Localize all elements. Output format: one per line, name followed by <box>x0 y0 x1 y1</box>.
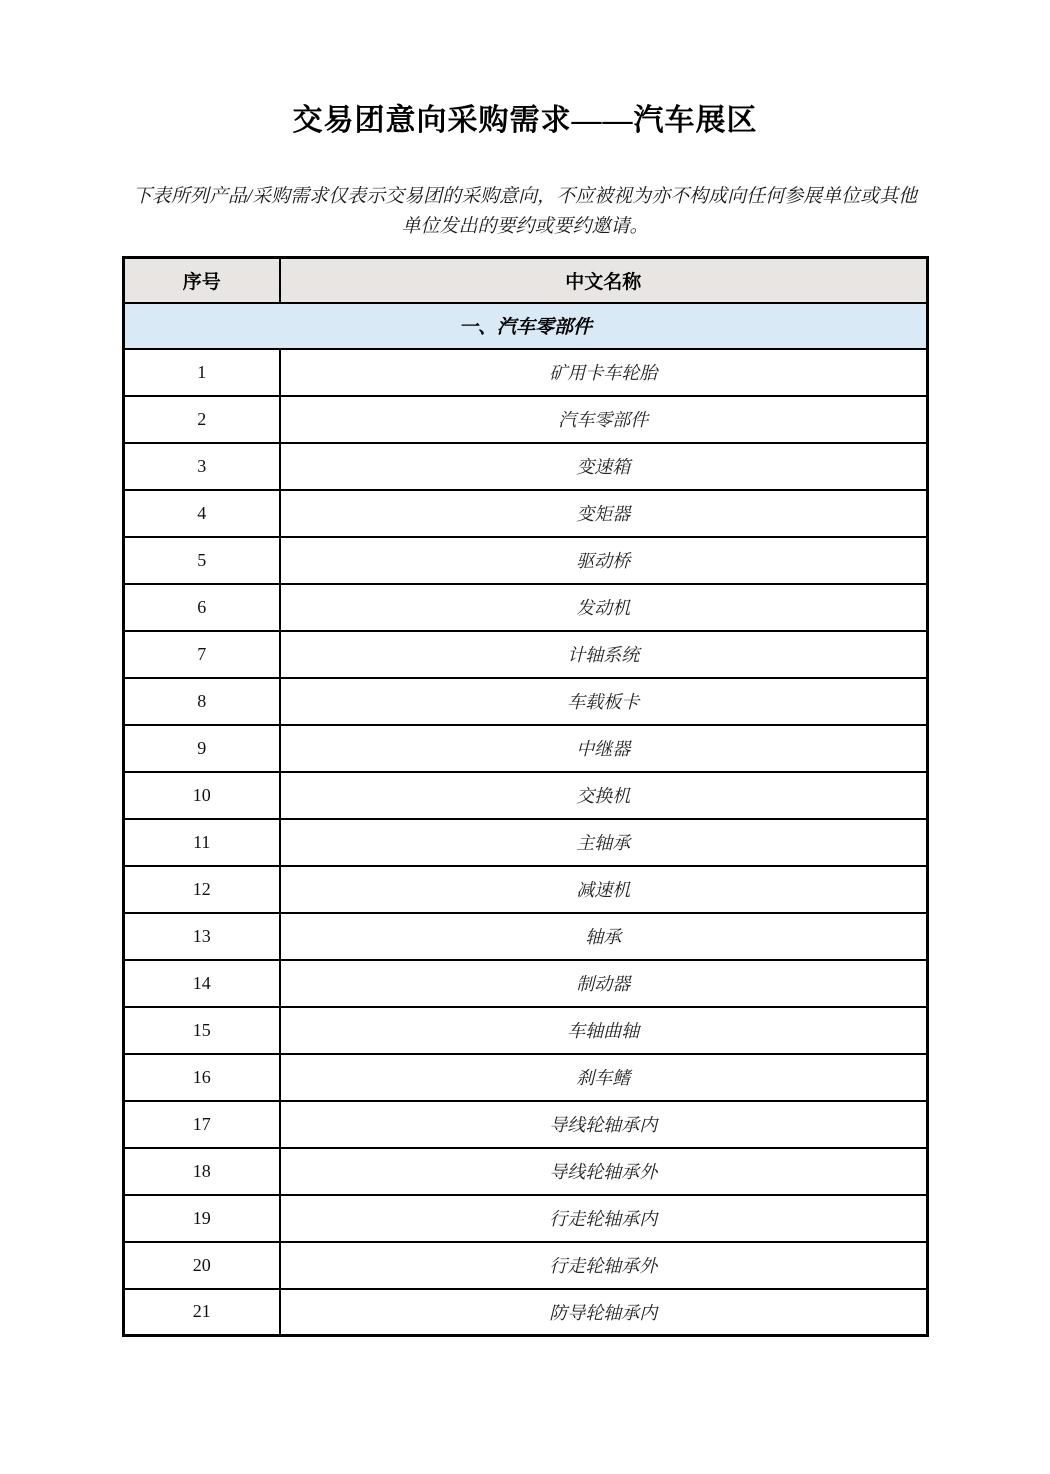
row-chinese-name: 刹车鳍 <box>280 1054 928 1101</box>
row-chinese-name: 汽车零部件 <box>280 396 928 443</box>
table-row <box>124 1054 928 1101</box>
row-number: 18 <box>124 1148 280 1195</box>
disclaimer-paragraph <box>95 182 955 242</box>
row-number: 4 <box>124 490 280 537</box>
row-number: 21 <box>124 1289 280 1336</box>
table-row <box>124 1242 928 1289</box>
row-chinese-name: 车载板卡 <box>280 678 928 725</box>
row-chinese-name: 发动机 <box>280 584 928 631</box>
row-chinese-name: 变矩器 <box>280 490 928 537</box>
table-row <box>124 443 928 490</box>
row-number: 16 <box>124 1054 280 1101</box>
procurement-table <box>122 256 929 1337</box>
table-row <box>124 1148 928 1195</box>
table-row <box>124 819 928 866</box>
table-row <box>124 1289 928 1336</box>
section-header: 一、汽车零部件 <box>124 303 928 349</box>
table-body <box>124 349 928 1336</box>
table-row <box>124 960 928 1007</box>
row-number: 13 <box>124 913 280 960</box>
row-number: 2 <box>124 396 280 443</box>
section-header-row <box>124 303 928 349</box>
row-number: 17 <box>124 1101 280 1148</box>
table-header-row <box>124 258 928 303</box>
table-row <box>124 1007 928 1054</box>
row-number: 8 <box>124 678 280 725</box>
row-number: 12 <box>124 866 280 913</box>
row-chinese-name: 轴承 <box>280 913 928 960</box>
table-row <box>124 772 928 819</box>
col-header-number: 序号 <box>124 258 280 303</box>
row-chinese-name: 制动器 <box>280 960 928 1007</box>
row-chinese-name: 行走轮轴承内 <box>280 1195 928 1242</box>
row-chinese-name: 变速箱 <box>280 443 928 490</box>
table-row <box>124 913 928 960</box>
row-number: 3 <box>124 443 280 490</box>
disclaimer-line-2: 单位发出的要约或要约邀请。 <box>401 216 649 237</box>
table-row <box>124 490 928 537</box>
row-number: 11 <box>124 819 280 866</box>
table-row <box>124 1195 928 1242</box>
row-number: 6 <box>124 584 280 631</box>
row-chinese-name: 防导轮轴承内 <box>280 1289 928 1336</box>
row-chinese-name: 减速机 <box>280 866 928 913</box>
row-chinese-name: 导线轮轴承外 <box>280 1148 928 1195</box>
row-number: 20 <box>124 1242 280 1289</box>
row-number: 14 <box>124 960 280 1007</box>
row-chinese-name: 计轴系统 <box>280 631 928 678</box>
row-chinese-name: 主轴承 <box>280 819 928 866</box>
table-row <box>124 631 928 678</box>
row-number: 7 <box>124 631 280 678</box>
table-row <box>124 1101 928 1148</box>
row-chinese-name: 矿用卡车轮胎 <box>280 349 928 396</box>
row-number: 9 <box>124 725 280 772</box>
page-title: 交易团意向采购需求——汽车展区 <box>292 104 758 137</box>
table-row <box>124 584 928 631</box>
row-chinese-name: 车轴曲轴 <box>280 1007 928 1054</box>
table-row <box>124 866 928 913</box>
table-row <box>124 678 928 725</box>
row-chinese-name: 交换机 <box>280 772 928 819</box>
table-row <box>124 725 928 772</box>
row-number: 1 <box>124 349 280 396</box>
row-chinese-name: 导线轮轴承内 <box>280 1101 928 1148</box>
row-number: 15 <box>124 1007 280 1054</box>
row-chinese-name: 中继器 <box>280 725 928 772</box>
col-header-chinese-name: 中文名称 <box>280 258 928 303</box>
row-number: 19 <box>124 1195 280 1242</box>
row-chinese-name: 行走轮轴承外 <box>280 1242 928 1289</box>
table-row <box>124 396 928 443</box>
row-number: 5 <box>124 537 280 584</box>
row-chinese-name: 驱动桥 <box>280 537 928 584</box>
table-row <box>124 537 928 584</box>
row-number: 10 <box>124 772 280 819</box>
disclaimer-line-1: 下表所列产品/采购需求仅表示交易团的采购意向，不应被视为亦不构成向任何参展单位或其他 <box>132 186 918 207</box>
table-row <box>124 349 928 396</box>
